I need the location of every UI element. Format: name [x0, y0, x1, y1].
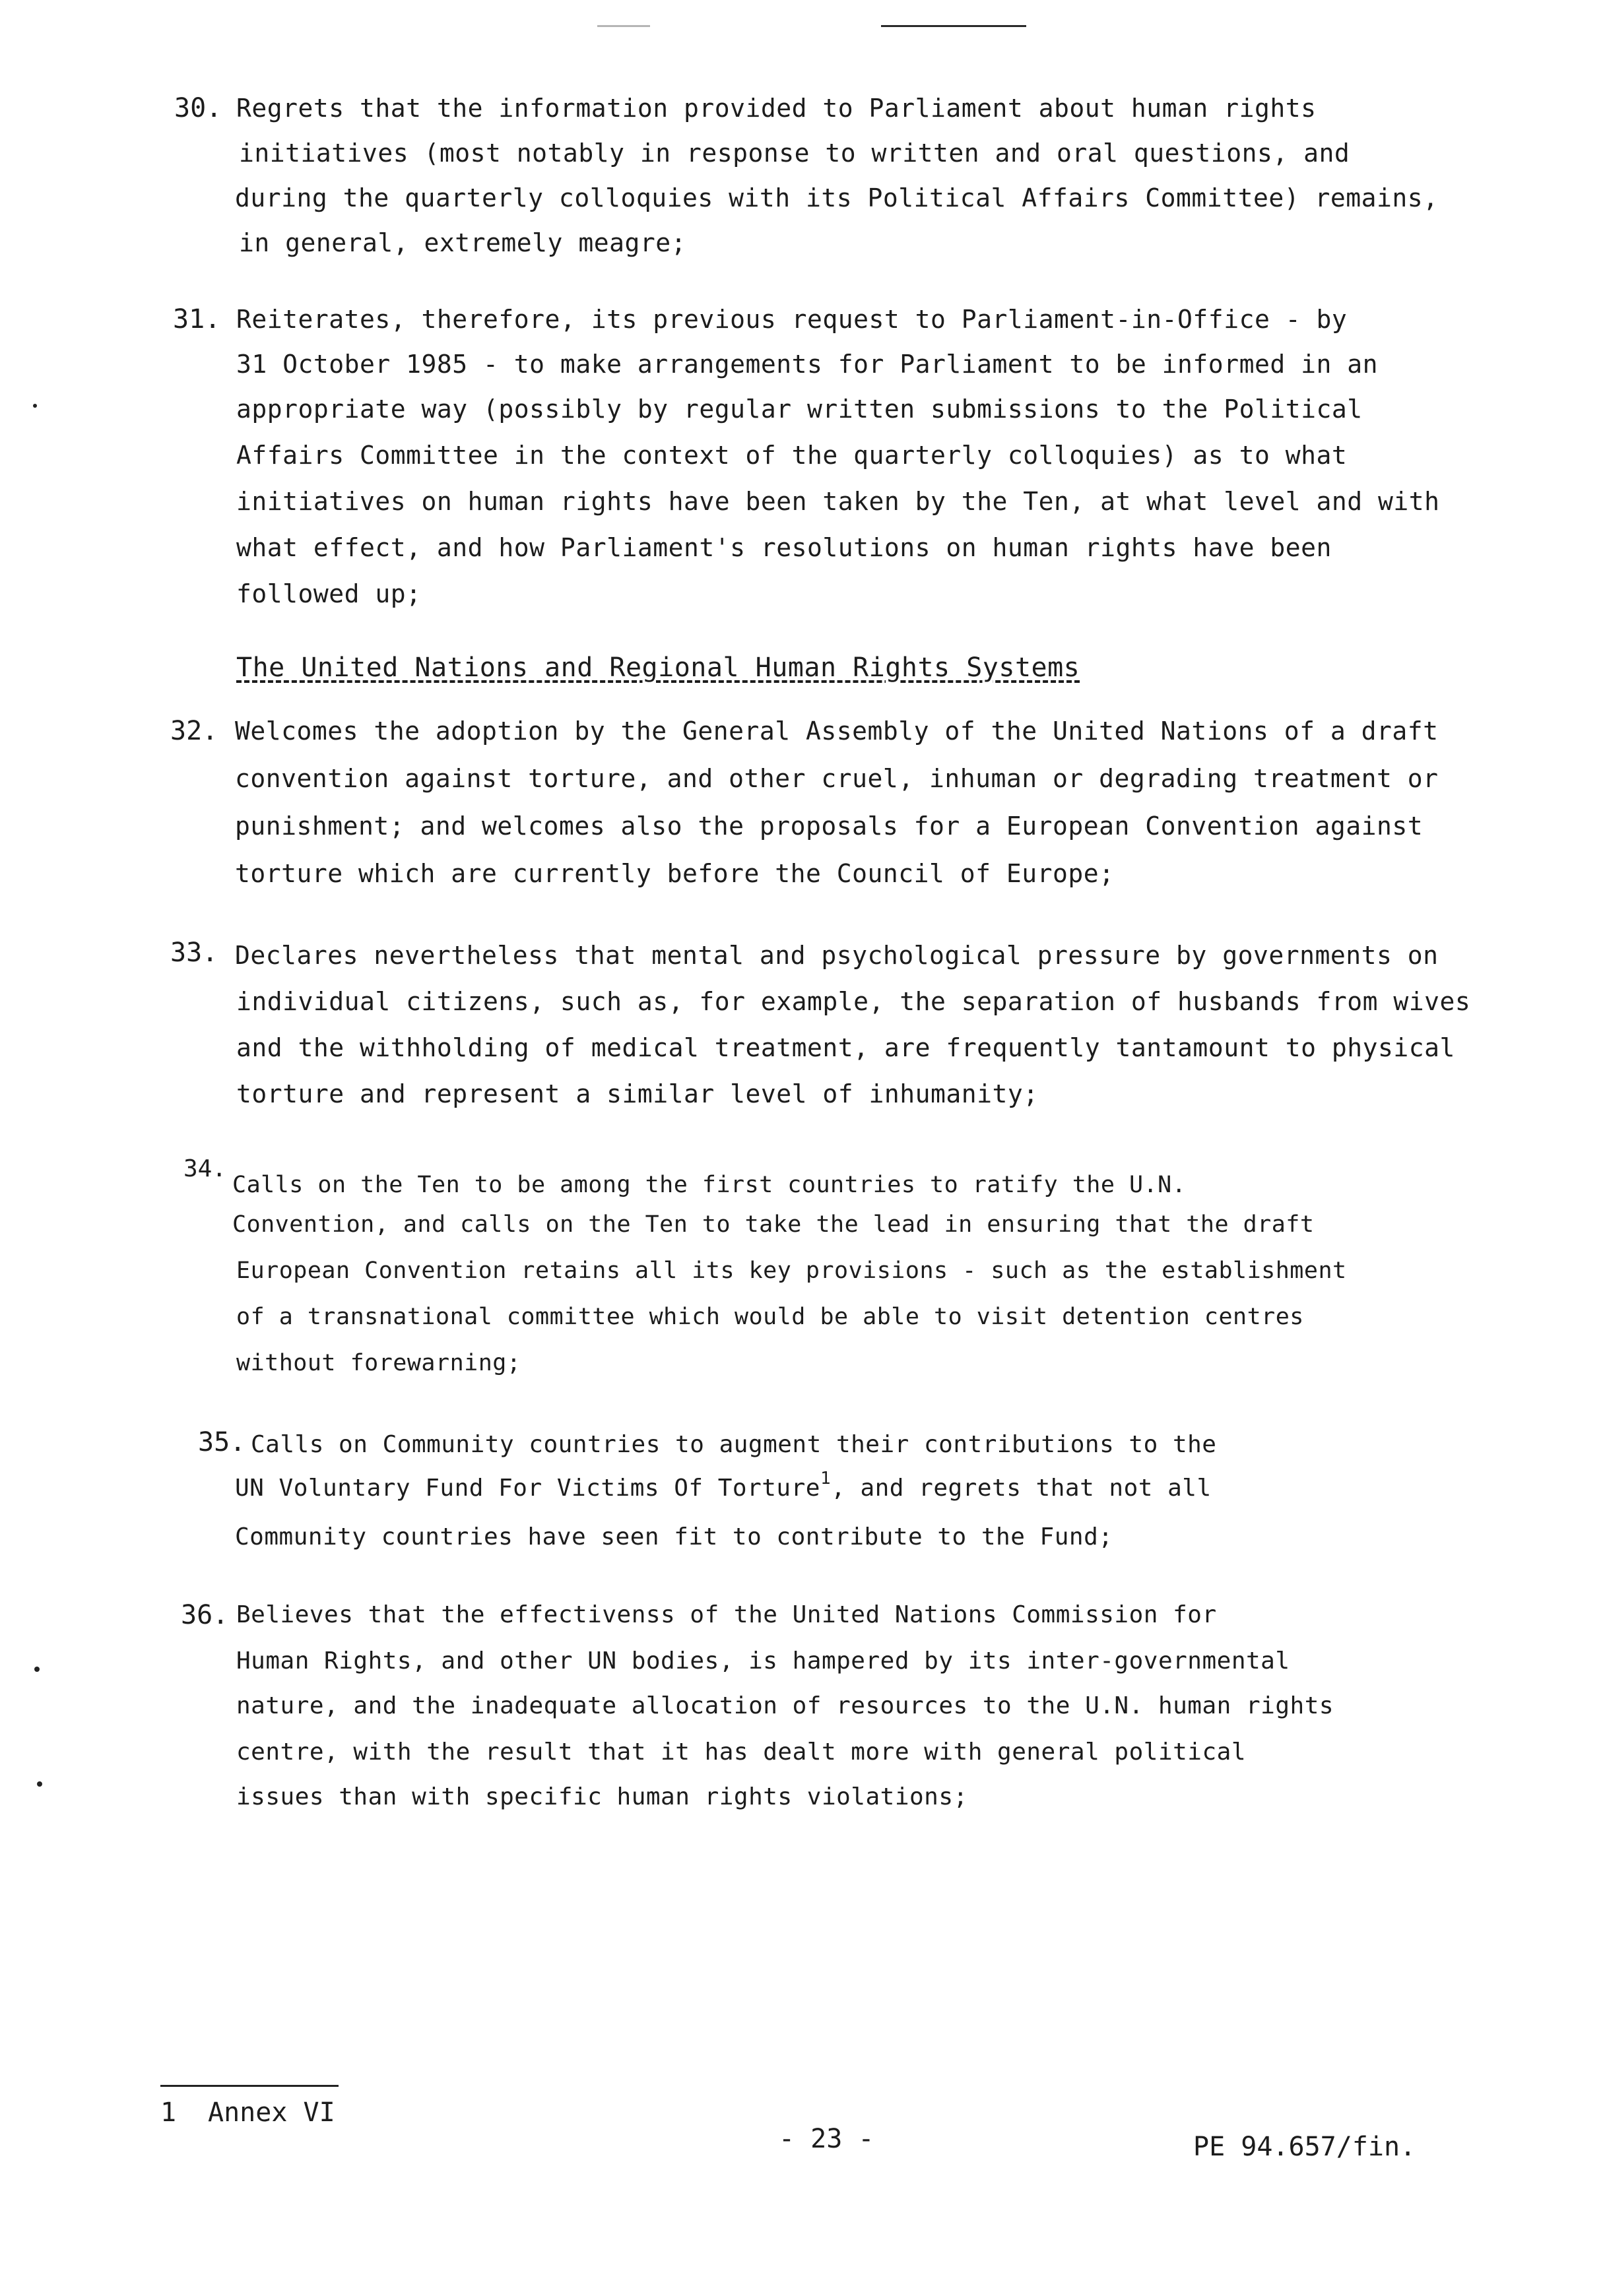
paragraph-line: Convention, and calls on the Ten to take the lead in ensuring that the draft: [232, 1211, 1315, 1238]
paragraph-line: initiatives on human rights have been taken by the Ten, at what level and with: [236, 487, 1440, 516]
paragraph-line-tail: , and regrets that not all: [831, 1475, 1212, 1502]
footnote-reference: 1: [820, 1469, 832, 1488]
paragraph-line: convention against torture, and other cruel, inhuman or degrading treatment or: [235, 764, 1439, 793]
paragraph-line: nature, and the inadequate allocation of resources to the U.N. human rights: [236, 1692, 1334, 1719]
footnote-number: 1: [160, 2097, 177, 2128]
footnote: [160, 2098, 335, 2127]
scan-speck: [37, 1781, 42, 1787]
paragraph-number: 31.: [173, 304, 221, 335]
footnote-rule: [160, 2085, 339, 2087]
paragraph-line: 31 October 1985 - to make arrangements for Parliament to be informed in an: [236, 350, 1378, 379]
paragraph-number: 36.: [181, 1600, 229, 1630]
paragraph-line: Calls on Community countries to augment their contributions to the: [251, 1431, 1217, 1458]
paragraph-line: Human Rights, and other UN bodies, is hampered by its inter-governmental: [236, 1647, 1290, 1674]
paragraph-line-text: UN Voluntary Fund For Victims Of Torture: [235, 1475, 820, 1502]
paragraph-line: of a transnational committee which would be able to visit detention centres: [236, 1304, 1304, 1330]
scan-speck: [33, 404, 37, 408]
paragraph-line: Regrets that the information provided to Parliament about human rights: [236, 94, 1317, 123]
paragraph-line: torture which are currently before the Council of Europe;: [235, 859, 1115, 888]
page-number: - 23 -: [779, 2124, 874, 2154]
paragraph-line: Affairs Committee in the context of the quarterly colloquies) as to what: [236, 441, 1348, 470]
paragraph-line: [235, 1469, 1212, 1502]
paragraph-number: 32.: [170, 716, 218, 746]
paragraph-line: European Convention retains all its key provisions - such as the establishment: [236, 1258, 1347, 1284]
paragraph-line: centre, with the result that it has dealt more with general political: [236, 1738, 1246, 1766]
paragraph-number: 35.: [198, 1427, 246, 1457]
paragraph-line: punishment; and welcomes also the proposals for a European Convention against: [235, 812, 1424, 841]
paragraph-line: in general, extremely meagre;: [239, 228, 686, 257]
scan-mark: [597, 25, 650, 27]
scan-mark: [881, 25, 1026, 27]
paragraph-number: 33.: [170, 938, 218, 968]
paragraph-line: during the quarterly colloquies with its Political Affairs Committee) remains,: [235, 183, 1439, 212]
paragraph-line: followed up;: [236, 579, 422, 608]
paragraph-number: 34.: [183, 1155, 227, 1182]
paragraph-line: Believes that the effectivenss of the United Nations Commission for: [236, 1601, 1217, 1628]
paragraph-line: and the withholding of medical treatment, are frequently tantamount to physical: [236, 1033, 1455, 1062]
section-heading: The United Nations and Regional Human Rights Systems: [236, 653, 1080, 683]
scan-speck: [34, 1667, 40, 1672]
paragraph-number: 30.: [174, 93, 222, 123]
paragraph-line: issues than with specific human rights violations;: [236, 1783, 968, 1810]
paragraph-line: torture and represent a similar level of inhumanity;: [236, 1079, 1039, 1108]
paragraph-line: what effect, and how Parliament's resolutions on human rights have been: [236, 533, 1332, 562]
paragraph-line: individual citizens, such as, for example, the separation of husbands from wives: [236, 987, 1471, 1016]
paragraph-line: appropriate way (possibly by regular written submissions to the Political: [236, 395, 1363, 424]
paragraph-line: Welcomes the adoption by the General Assembly of the United Nations of a draft: [235, 717, 1439, 746]
paragraph-line: Community countries have seen fit to contribute to the Fund;: [235, 1523, 1113, 1550]
document-reference: PE 94.657/fin.: [1193, 2132, 1416, 2162]
paragraph-line: initiatives (most notably in response to written and oral questions, and: [239, 139, 1350, 168]
paragraph-line: Declares nevertheless that mental and psychological pressure by governments on: [235, 941, 1439, 970]
footnote-text: Annex VI: [208, 2097, 335, 2128]
paragraph-line: Calls on the Ten to be among the first countries to ratify the U.N.: [232, 1172, 1187, 1198]
paragraph-line: without forewarning;: [236, 1350, 521, 1376]
paragraph-line: Reiterates, therefore, its previous request to Parliament-in-Office - by: [236, 305, 1348, 334]
